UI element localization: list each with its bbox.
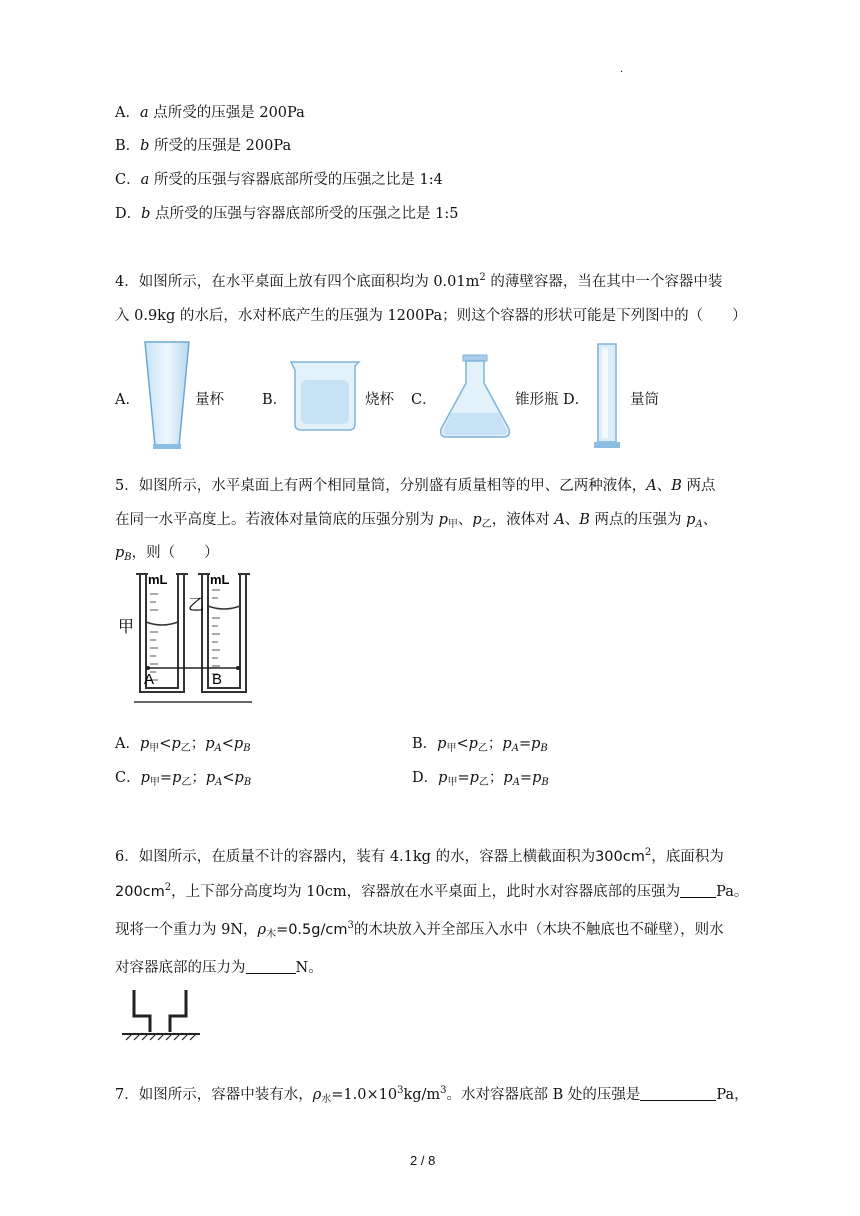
page-number: 2 / 8 (410, 1153, 436, 1168)
option-letter: A． (115, 105, 140, 121)
option-var: a (140, 172, 150, 188)
conical-flask-figure (437, 353, 513, 441)
q5-option-c: C．$p_甲=p_乙$；$p_A<p_B$ (115, 770, 252, 788)
option-text: 点所受的压强与容器底部所受的压强之比是 1:5 (150, 206, 459, 222)
q5-option-d: D．$p_甲=p_乙$；$p_A=p_B$ (412, 770, 549, 788)
q6-line-1: 6．如图所示，在质量不计的容器内，装有 4.1kg 的水，容器上横截面积为$300cm^2$，底面积为 (115, 847, 724, 865)
q5-line-1: 5．如图所示，水平桌面上有两个相同量筒，分别盛有质量相等的甲、乙两种液体，A、B 两点 (115, 478, 716, 494)
q4-line-1: 4．如图所示，在水平桌面上放有四个底面积均为 $0.01m^2$ 的薄壁容器，当在其中一个容器中装 (115, 272, 723, 290)
q5-line-3: $p_B$，则（ ） (115, 545, 219, 563)
ml-label-right: mL (210, 572, 230, 587)
beaker-figure (289, 360, 361, 432)
q5-line-2: 在同一水平高度上。若液体对量筒底的压强分别为 $p_甲$、$p_乙$，液体对 A、B 两点的压强为 $p_A$、 (115, 512, 718, 530)
label-b: B (212, 671, 223, 688)
option-var: b (141, 206, 151, 222)
q6-line-2: $200cm^2$，上下部分高度均为 10cm，容器放在水平桌面上，此时水对容器底部的压强为 Pa。 (115, 882, 749, 900)
answer-blank[interactable] (246, 959, 296, 974)
q4-option-b-letter: B． (262, 392, 288, 408)
measuring-cup-figure (143, 340, 193, 452)
q4-option-d-letter: D． (563, 392, 590, 408)
q4-option-c-letter: C． (411, 392, 437, 408)
option-letter: C． (115, 172, 141, 188)
q4-line-2: 入 0.9kg 的水后，水对杯底产生的压强为 1200Pa；则这个容器的形状可能是下列图中的（ ） (115, 308, 747, 324)
label-yi: 乙 (188, 595, 205, 614)
ml-label-left: mL (148, 572, 168, 587)
header-dot: . (620, 64, 624, 75)
label-jia: 甲 (118, 617, 135, 636)
q4-option-d-label: 量筒 (630, 392, 659, 408)
q6-line-3: 现将一个重力为 9N，$\rho_木=0.5g/cm^3$的木块放入并全部压入水中（木块不触底也不碰壁），则水 (115, 920, 724, 940)
q4-option-a-label: 量杯 (195, 392, 224, 408)
answer-blank[interactable] (640, 1086, 716, 1101)
option-letter: B． (115, 138, 141, 154)
q3-option-a (115, 101, 305, 122)
q3-option-b (115, 134, 291, 155)
q6-line-4: 对容器底部的压力为 N。 (115, 960, 323, 976)
label-a: A (144, 671, 155, 688)
option-letter: D． (115, 206, 142, 222)
q5-option-b: B．$p_甲<p_乙$；$p_A=p_B$ (412, 736, 548, 754)
q7-line-1: 7．如图所示，容器中装有水，$\rho_水=1.0\times 10^3kg/m^3$。水对容器底部 B 处的压强是 Pa， (115, 1085, 749, 1105)
graduated-cylinders-figure (118, 572, 258, 707)
graduated-cylinder-figure (593, 342, 621, 450)
container-figure (120, 988, 202, 1040)
q4-option-b-label: 烧杯 (365, 392, 394, 408)
option-text: 点所受的压强是 200Pa (148, 105, 305, 121)
option-text: 所受的压强与容器底部所受的压强之比是 1:4 (149, 172, 443, 188)
option-text: 所受的压强是 200Pa (149, 138, 292, 154)
option-var: b (140, 138, 150, 154)
option-var: a (139, 105, 149, 121)
q5-option-a: A．$p_甲<p_乙$；$p_A<p_B$ (115, 736, 251, 754)
q3-option-d (115, 202, 459, 223)
q4-option-c-label: 锥形瓶 (515, 392, 559, 408)
q4-option-a-letter: A． (115, 392, 140, 408)
q3-option-c (115, 168, 443, 189)
answer-blank[interactable] (680, 883, 716, 898)
